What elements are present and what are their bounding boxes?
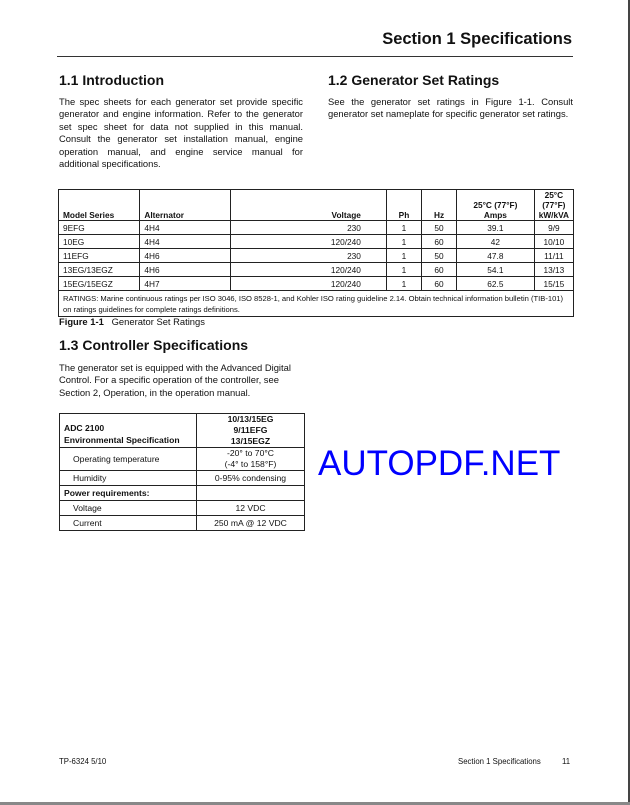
table-cell: 13/13 xyxy=(534,263,573,277)
col-header-bottom: Amps xyxy=(483,210,507,220)
table-cell: 11/11 xyxy=(534,249,573,263)
table-cell: 4H6 xyxy=(140,249,231,263)
table-row xyxy=(60,501,305,516)
figure-caption-text: Generator Set Ratings xyxy=(111,316,205,327)
col-header-top: 25°C (77°F) xyxy=(473,200,518,210)
section-title: Section 1 Specifications xyxy=(382,30,572,48)
col-header: Model Series xyxy=(59,190,140,221)
table-row xyxy=(59,221,574,235)
op-temp-f: (-4° to 158°F) xyxy=(224,459,277,469)
table-cell: 4H4 xyxy=(140,221,231,235)
footer-page: 11 xyxy=(562,757,571,766)
table-cell: 62.5 xyxy=(457,277,535,291)
col-header xyxy=(534,190,573,221)
ratings-note-row xyxy=(59,291,574,317)
model-group: 13/15EGZ xyxy=(230,436,271,446)
current-label: Current xyxy=(60,516,197,531)
power-label: Power requirements: xyxy=(60,486,197,501)
table-row xyxy=(59,263,574,277)
table-cell: 60 xyxy=(422,263,457,277)
col-header: Ph xyxy=(386,190,421,221)
table-cell: 50 xyxy=(422,249,457,263)
power-value-empty xyxy=(197,486,305,501)
table-cell: 1 xyxy=(386,235,421,249)
table-cell: 9/9 xyxy=(534,221,573,235)
table-cell: 230 xyxy=(230,249,386,263)
table-cell: 15EG/15EGZ xyxy=(59,277,140,291)
voltage-label: Voltage xyxy=(60,501,197,516)
table-cell: 4H6 xyxy=(140,263,231,277)
ratings-heading: 1.2 Generator Set Ratings xyxy=(328,72,500,88)
table-row xyxy=(59,235,574,249)
watermark: AUTOPDF.NET xyxy=(318,444,561,483)
table-cell: 42 xyxy=(457,235,535,249)
intro-body: The spec sheets for each generator set provide specific generator and engine information. Refer to the generator set spec sheet for data not supplied in this manual. Consult the generator set installation manual, engine operation manual, and engine service manual for additional specifications. xyxy=(59,96,303,170)
table-cell: 10EG xyxy=(59,235,140,249)
humidity-label: Humidity xyxy=(60,471,197,486)
table-row xyxy=(59,249,574,263)
table-cell: 4H4 xyxy=(140,235,231,249)
table-row xyxy=(60,471,305,486)
table-cell: 120/240 xyxy=(230,277,386,291)
col-header: Voltage xyxy=(230,190,386,221)
current-value: 250 mA @ 12 VDC xyxy=(197,516,305,531)
table-cell: 9EFG xyxy=(59,221,140,235)
controller-header-left xyxy=(60,414,197,448)
controller-heading: 1.3 Controller Specifications xyxy=(59,337,249,353)
op-temp-value xyxy=(197,448,305,471)
model-group: 9/11EFG xyxy=(233,425,268,435)
table-cell: 4H7 xyxy=(140,277,231,291)
footer-doc: TP-6324 5/10 xyxy=(59,757,107,766)
figure-label: Figure 1-1 xyxy=(59,316,104,327)
header-rule xyxy=(57,56,573,57)
op-temp-label: Operating temperature xyxy=(60,448,197,471)
table-cell: 13EG/13EGZ xyxy=(59,263,140,277)
controller-table xyxy=(59,413,305,531)
env-spec-label: Environmental Specification xyxy=(64,435,180,445)
col-header: Hz xyxy=(422,190,457,221)
table-header-row xyxy=(60,414,305,448)
table-cell: 120/240 xyxy=(230,263,386,277)
controller-header-right xyxy=(197,414,305,448)
table-row xyxy=(60,516,305,531)
table-cell: 1 xyxy=(386,249,421,263)
model-group: 10/13/15EG xyxy=(227,414,274,424)
table-header-row xyxy=(59,190,574,221)
ratings-note: RATINGS: Marine continuous ratings per ISO 3046, ISO 8528-1, and Kohler ISO rating guideline 2.14. Obtain technical information bulletin (TIB-101) on ratings guidelines for complete ratings definitions. xyxy=(59,291,574,317)
table-cell: 11EFG xyxy=(59,249,140,263)
table-cell: 47.8 xyxy=(457,249,535,263)
table-cell: 60 xyxy=(422,235,457,249)
controller-body: The generator set is equipped with the Advanced Digital Control. For a specific operation of the controller, see Section 2, Operation, in the operation manual. xyxy=(59,362,291,398)
voltage-value: 12 VDC xyxy=(197,501,305,516)
table-cell: 1 xyxy=(386,221,421,235)
table-cell: 60 xyxy=(422,277,457,291)
ratings-table xyxy=(58,189,574,317)
humidity-value: 0-95% condensing xyxy=(197,471,305,486)
op-temp-c: -20° to 70°C xyxy=(226,448,274,458)
table-cell: 10/10 xyxy=(534,235,573,249)
table-cell: 54.1 xyxy=(457,263,535,277)
table-cell: 1 xyxy=(386,263,421,277)
adc-label: ADC 2100 xyxy=(64,423,105,433)
table-cell: 50 xyxy=(422,221,457,235)
table-row xyxy=(60,448,305,471)
table-cell: 15/15 xyxy=(534,277,573,291)
table-row xyxy=(60,486,305,501)
figure-caption xyxy=(59,316,205,327)
col-header-top: 25°C (77°F) xyxy=(542,190,566,210)
table-cell: 120/240 xyxy=(230,235,386,249)
col-header xyxy=(457,190,535,221)
intro-heading: 1.1 Introduction xyxy=(59,72,164,88)
ratings-body: See the generator set ratings in Figure 1-1. Consult generator set nameplate for specific generator set ratings. xyxy=(328,96,573,120)
table-cell: 39.1 xyxy=(457,221,535,235)
table-row xyxy=(59,277,574,291)
col-header: Alternator xyxy=(140,190,231,221)
table-cell: 1 xyxy=(386,277,421,291)
footer-section: Section 1 Specifications xyxy=(458,757,541,766)
table-cell: 230 xyxy=(230,221,386,235)
col-header-bottom: kW/kVA xyxy=(538,210,569,220)
